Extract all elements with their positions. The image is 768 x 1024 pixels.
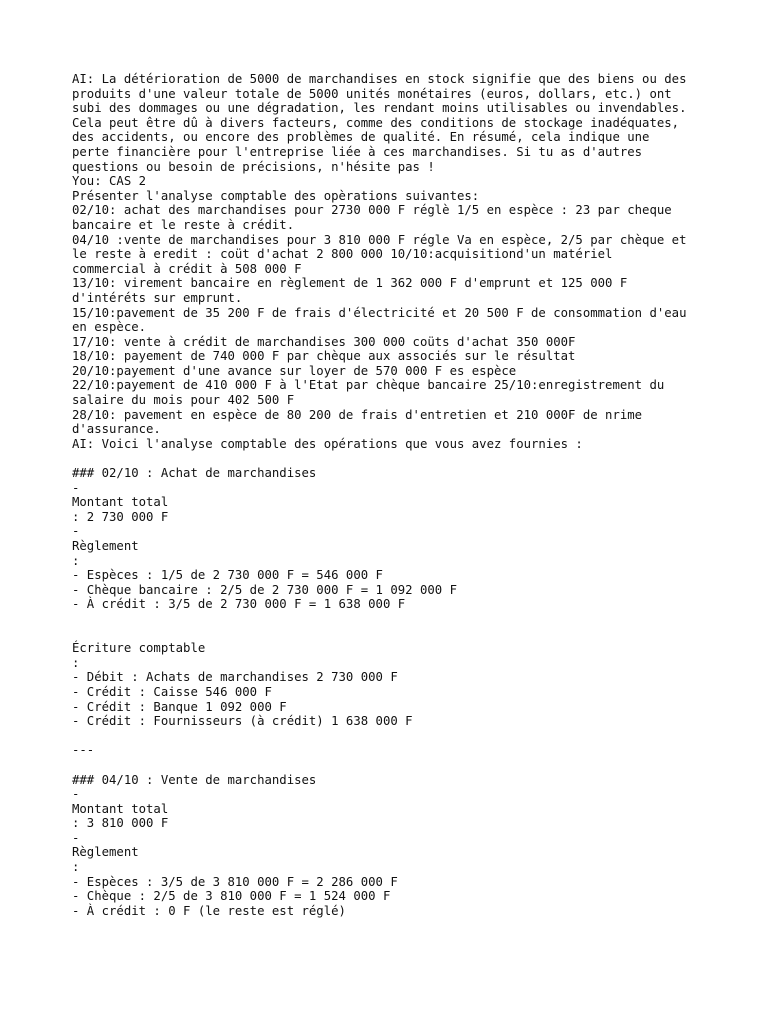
text-line: AI: Voici l'analyse comptable des opérations que vous avez fournies : [72, 436, 583, 451]
text-line: 28/10: pavement en espèce de 80 200 de frais d'entretien et 210 000F de nrime [72, 407, 643, 422]
blank-line [72, 451, 712, 466]
text-line: subi des dommages ou une dégradation, les rendant moins utilisables ou invendables. [72, 101, 687, 116]
text-line: Règlement [72, 539, 139, 553]
document-page [72, 72, 712, 918]
list-item: - Crédit : Fournisseurs (à crédit) 1 638 000 F [72, 714, 413, 729]
blank-line [72, 612, 712, 627]
text-line: perte financière pour l'entreprise liée à ces marchandises. Si tu as d'autres [72, 144, 643, 159]
text-line: 13/10: virement bancaire en règlement de 1 362 000 F d'emprunt et 125 000 F [72, 276, 628, 291]
text-line: 15/10:pavement de 35 200 F de frais d'électricité et 20 500 F de consommation d'eau [72, 305, 687, 320]
text-line: - [72, 524, 80, 539]
text-line: d'intéréts sur emprunt. [72, 290, 243, 305]
text-line: : 2 730 000 F [72, 509, 169, 524]
text-line: Présenter l'analyse comptable des opèrations suivantes: [72, 188, 480, 203]
text-line: Règlement [72, 845, 139, 860]
text-line: - [72, 830, 80, 845]
text-line: 22/10:payement de 410 000 F à l'Etat par chèque bancaire 25/10:enregistrement du [72, 378, 665, 393]
text-line: 20/10:payement d'une avance sur loyer de 570 000 F es espèce [72, 363, 517, 378]
text-line: 17/10: vente à crédit de marchandises 300 000 coüts d'achat 350 000F [72, 334, 576, 349]
section-heading: ### 02/10 : Achat de marchandises [72, 466, 317, 481]
list-item: - À crédit : 0 F (le reste est réglé) [72, 903, 346, 918]
text-line: Écriture comptable [72, 641, 206, 656]
text-line: salaire du mois pour 402 500 F [72, 393, 295, 408]
list-item: - Chèque bancaire : 2/5 de 2 730 000 F = 1 092 000 F [72, 582, 457, 597]
text-line: - [72, 787, 80, 802]
blank-line [72, 627, 712, 642]
list-item: - À crédit : 3/5 de 2 730 000 F = 1 638 000 F [72, 597, 406, 612]
text-line: : [72, 655, 80, 670]
text-line: bancaire et le reste à crédit. [72, 217, 295, 232]
list-item: - Crédit : Banque 1 092 000 F [72, 699, 287, 714]
text-line: le reste à eredit : coüt d'achat 2 800 000 10/10:acquisitiond'un matériel [72, 247, 613, 262]
list-item: - Débit : Achats de marchandises 2 730 000 F [72, 670, 398, 685]
text-line: d'assurance. [72, 422, 161, 437]
text-line: AI: La détérioration de 5000 de marchandises en stock signifie que des biens ou des [72, 72, 687, 86]
separator: --- [72, 743, 95, 758]
text-line: Montant total [72, 495, 169, 510]
list-item: - Crédit : Caisse 546 000 F [72, 684, 272, 699]
text-line: Montant total [72, 801, 169, 816]
text-line: en espèce. [72, 320, 147, 335]
text-line: You: CAS 2 [72, 174, 147, 189]
text-line: questions ou besoin de précisions, n'hésite pas ! [72, 159, 435, 174]
section-heading: ### 04/10 : Vente de marchandises [72, 772, 317, 787]
text-line: 04/10 :vente de marchandises pour 3 810 000 F régle Va en espèce, 2/5 par chèque et [72, 232, 687, 247]
text-line: produits d'une valeur totale de 5000 unités monétaires (euros, dollars, etc.) ont [72, 86, 672, 101]
blank-line [72, 758, 712, 773]
blank-line [72, 729, 712, 744]
text-line: 02/10: achat des marchandises pour 2730 000 F réglè 1/5 en espèce : 23 par cheque [72, 203, 672, 218]
text-line: : [72, 553, 80, 568]
list-item: - Espèces : 3/5 de 3 810 000 F = 2 286 000 F [72, 874, 398, 889]
text-line: Cela peut être dû à divers facteurs, comme des conditions de stockage inadéquates, [72, 115, 680, 130]
text-line: : [72, 860, 80, 875]
list-item: - Chèque : 2/5 de 3 810 000 F = 1 524 000 F [72, 889, 391, 904]
text-line: 18/10: payement de 740 000 F par chèque aux associés sur le résultat [72, 349, 576, 364]
text-line: : 3 810 000 F [72, 816, 169, 831]
text-line: commercial à crédit à 508 000 F [72, 261, 302, 276]
text-line: - [72, 480, 80, 495]
text-line: des accidents, ou encore des problèmes de qualité. En résumé, cela indique une [72, 130, 650, 145]
list-item: - Espèces : 1/5 de 2 730 000 F = 546 000 F [72, 568, 383, 583]
